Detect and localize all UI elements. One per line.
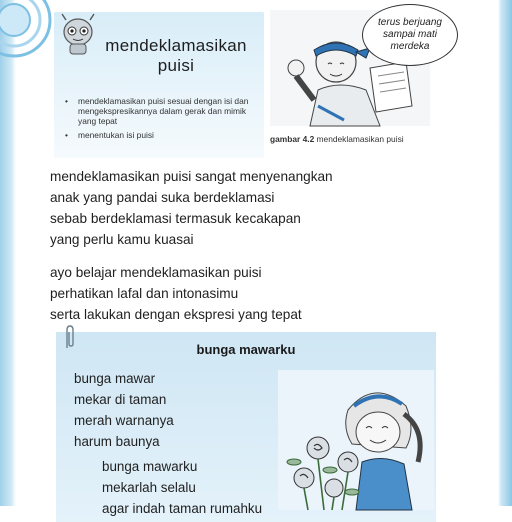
intro-stanza-1 [50, 166, 333, 250]
poem-title: bunga mawarku [196, 342, 296, 357]
poem-line: harum baunya [74, 434, 160, 449]
decorative-circles-icon [0, 0, 54, 60]
intro-line: perhatikan lafal dan intonasimu [50, 286, 239, 301]
poem-line: bunga mawarku [102, 459, 198, 474]
speech-line: sampai mati [383, 29, 437, 40]
poem-stanza-1 [74, 368, 174, 452]
intro-line: mendeklamasikan puisi sangat menyenangkan [50, 169, 333, 184]
poem-line: agar indah taman rumahku [102, 501, 263, 516]
objective-title [96, 36, 256, 76]
figure-caption-label: gambar 4.2 [270, 134, 315, 144]
figure-caption [270, 134, 404, 144]
intro-line: anak yang pandai suka berdeklamasi [50, 190, 275, 205]
poem-line: merah warnanya [74, 413, 174, 428]
objective-title-line2: puisi [157, 56, 195, 75]
poem-line: mekarlah selalu [102, 480, 196, 495]
speech-bubble [362, 4, 458, 66]
right-decorative-strip [498, 0, 512, 506]
poem-line: bunga mawar [74, 371, 156, 386]
intro-line: sebab berdeklamasi termasuk kecakapan [50, 211, 301, 226]
intro-stanza-2 [50, 262, 302, 325]
objective-title-line1: mendeklamasikan [105, 36, 247, 55]
speech-line: terus berjuang [378, 17, 442, 28]
left-decorative-strip [0, 0, 16, 506]
intro-line: yang perlu kamu kuasai [50, 232, 194, 247]
girl-smelling-roses-illustration [278, 370, 434, 510]
poem-line: mekar di taman [74, 392, 167, 407]
objective-item: • menentukan isi puisi [62, 130, 258, 140]
intro-line: ayo belajar mendeklamasikan puisi [50, 265, 262, 280]
objective-item: • mendeklamasikan puisi sesuai dengan isi dan mengekspresikannya dalam gerak dan mimik yang tepat [62, 96, 258, 126]
figure-caption-text: mendeklamasikan puisi [314, 134, 404, 144]
objective-list [62, 96, 258, 144]
speech-text [370, 17, 450, 53]
learning-objective-box [54, 12, 264, 158]
speech-line: merdeka [390, 41, 430, 52]
intro-line: serta lakukan dengan ekspresi yang tepat [50, 307, 302, 322]
poem-stanza-2 [102, 456, 262, 519]
